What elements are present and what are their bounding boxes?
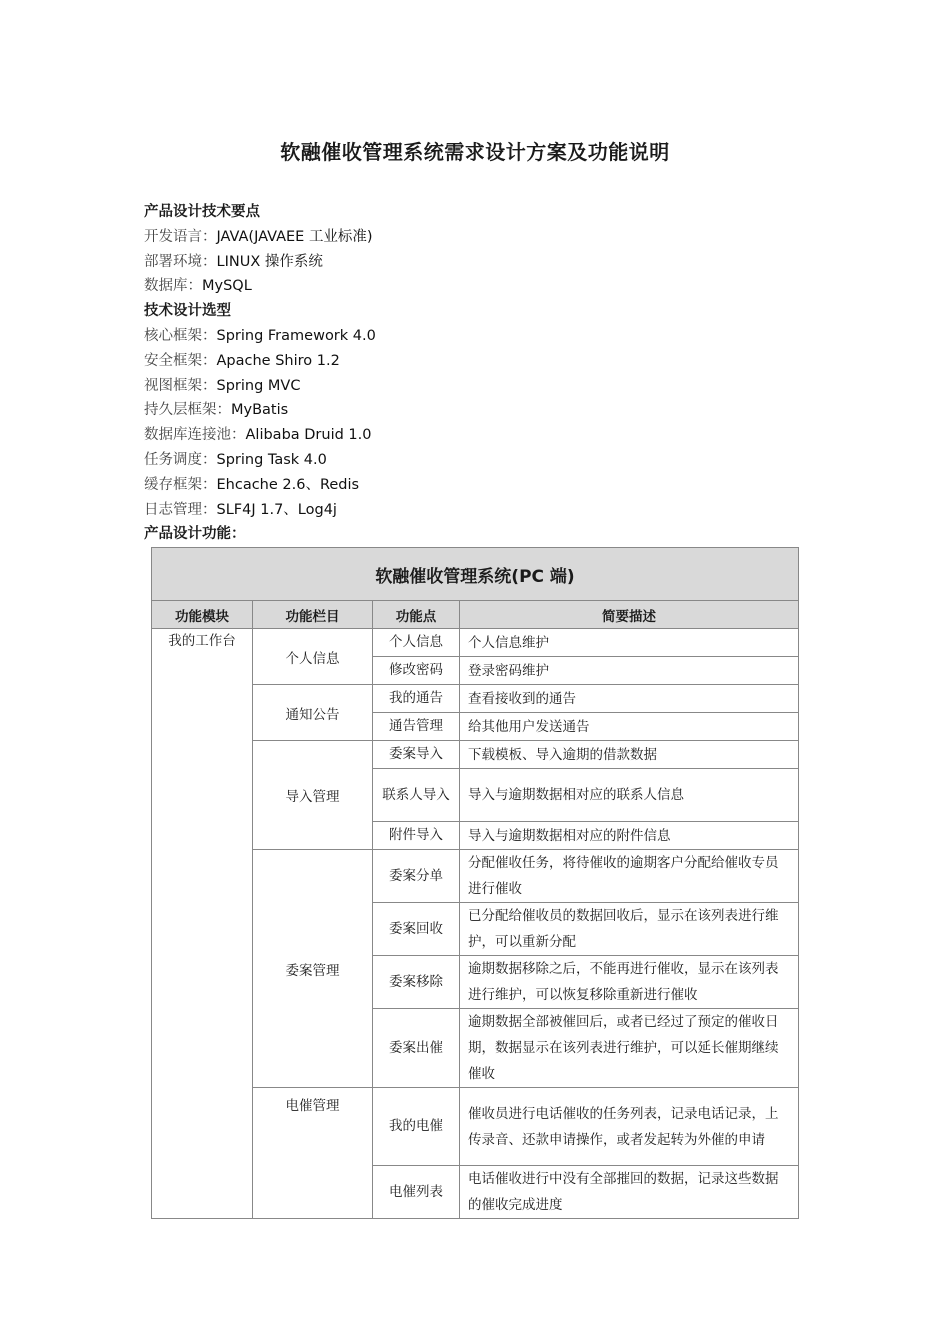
info-value: JAVA(JAVAEE 工业标准)	[216, 228, 373, 245]
info-value: MySQL	[202, 278, 252, 295]
info-key: 核心框架：	[144, 327, 217, 344]
info-key: 视图框架：	[144, 377, 217, 394]
feature-point-cell: 委案回收	[373, 903, 460, 956]
description-cell: 登录密码维护	[460, 657, 799, 685]
info-value: Ehcache 2.6、Redis	[216, 476, 360, 493]
section-cell: 通知公告	[253, 685, 373, 741]
description-cell: 查看接收到的通告	[460, 685, 799, 713]
info-value: Alibaba Druid 1.0	[245, 427, 372, 444]
table-title: 软融催收管理系统(PC 端)	[152, 548, 799, 601]
info-key: 开发语言：	[144, 228, 217, 245]
info-value: MyBatis	[231, 402, 289, 419]
info-line	[144, 274, 804, 299]
column-header: 功能栏目	[253, 601, 373, 629]
info-key: 持久层框架：	[144, 402, 231, 419]
module-cell: 我的工作台	[152, 629, 253, 1219]
info-value: SLF4J 1.7、Log4j	[216, 501, 337, 518]
info-value: Spring MVC	[216, 377, 301, 394]
section-cell: 委案管理	[253, 850, 373, 1088]
description-cell: 个人信息维护	[460, 629, 799, 657]
description-cell: 分配催收任务，将待催收的逾期客户分配给催收专员进行催收	[460, 850, 799, 903]
feature-point-cell: 附件导入	[373, 822, 460, 850]
feature-point-cell: 通告管理	[373, 713, 460, 741]
feature-point-cell: 电催列表	[373, 1166, 460, 1219]
info-line	[144, 398, 804, 423]
info-value: Spring Task 4.0	[216, 451, 327, 468]
info-key: 任务调度：	[144, 451, 217, 468]
info-line	[144, 225, 804, 250]
info-line	[144, 374, 804, 399]
info-value: Apache Shiro 1.2	[216, 352, 340, 369]
info-key: 日志管理：	[144, 501, 217, 518]
info-key: 缓存框架：	[144, 476, 217, 493]
description-cell: 导入与逾期数据相对应的附件信息	[460, 822, 799, 850]
info-line	[144, 473, 804, 498]
section-heading-tech-points: 产品设计技术要点	[144, 204, 260, 220]
section-cell: 个人信息	[253, 629, 373, 685]
info-line	[144, 448, 804, 473]
info-value: Spring Framework 4.0	[216, 327, 376, 344]
section-cell: 电催管理	[253, 1088, 373, 1219]
description-cell: 逾期数据全部被催回后，或者已经过了预定的催收日期，数据显示在该列表进行维护，可以延长催期继续催收	[460, 1009, 799, 1088]
info-line	[144, 250, 804, 275]
feature-point-cell: 我的电催	[373, 1088, 460, 1166]
description-cell: 已分配给催收员的数据回收后，显示在该列表进行维护，可以重新分配	[460, 903, 799, 956]
feature-table	[151, 547, 799, 1219]
section-heading-tech-select: 技术设计选型	[144, 303, 231, 320]
description-cell: 下载模板、导入逾期的借款数据	[460, 741, 799, 769]
info-key: 部署环境：	[144, 253, 217, 270]
column-header: 功能点	[373, 601, 460, 629]
feature-point-cell: 个人信息	[373, 629, 460, 657]
info-value: LINUX 操作系统	[216, 253, 323, 270]
feature-point-cell: 我的通告	[373, 685, 460, 713]
info-line	[144, 498, 804, 523]
feature-point-cell: 委案出催	[373, 1009, 460, 1088]
info-line	[144, 324, 804, 349]
table-row	[152, 629, 799, 657]
info-key: 安全框架：	[144, 352, 217, 369]
column-header: 简要描述	[460, 601, 799, 629]
document-title: 软融催收管理系统需求设计方案及功能说明	[280, 140, 670, 164]
feature-point-cell: 联系人导入	[373, 769, 460, 822]
info-key: 数据库：	[144, 278, 202, 295]
feature-point-cell: 委案分单	[373, 850, 460, 903]
tech-info	[144, 200, 804, 547]
description-cell: 给其他用户发送通告	[460, 713, 799, 741]
column-header: 功能模块	[152, 601, 253, 629]
description-cell: 逾期数据移除之后，不能再进行催收，显示在该列表进行维护，可以恢复移除重新进行催收	[460, 956, 799, 1009]
description-cell: 催收员进行电话催收的任务列表，记录电话记录，上传录音、还款申请操作，或者发起转为外催的申请	[460, 1088, 799, 1166]
description-cell: 导入与逾期数据相对应的联系人信息	[460, 769, 799, 822]
feature-point-cell: 修改密码	[373, 657, 460, 685]
feature-point-cell: 委案移除	[373, 956, 460, 1009]
section-heading-features: 产品设计功能：	[144, 526, 246, 543]
info-key: 数据库连接池：	[144, 427, 246, 444]
info-line	[144, 423, 804, 448]
description-cell: 电话催收进行中没有全部摧回的数据，记录这些数据的催收完成进度	[460, 1166, 799, 1219]
feature-point-cell: 委案导入	[373, 741, 460, 769]
section-cell: 导入管理	[253, 741, 373, 850]
info-line	[144, 349, 804, 374]
